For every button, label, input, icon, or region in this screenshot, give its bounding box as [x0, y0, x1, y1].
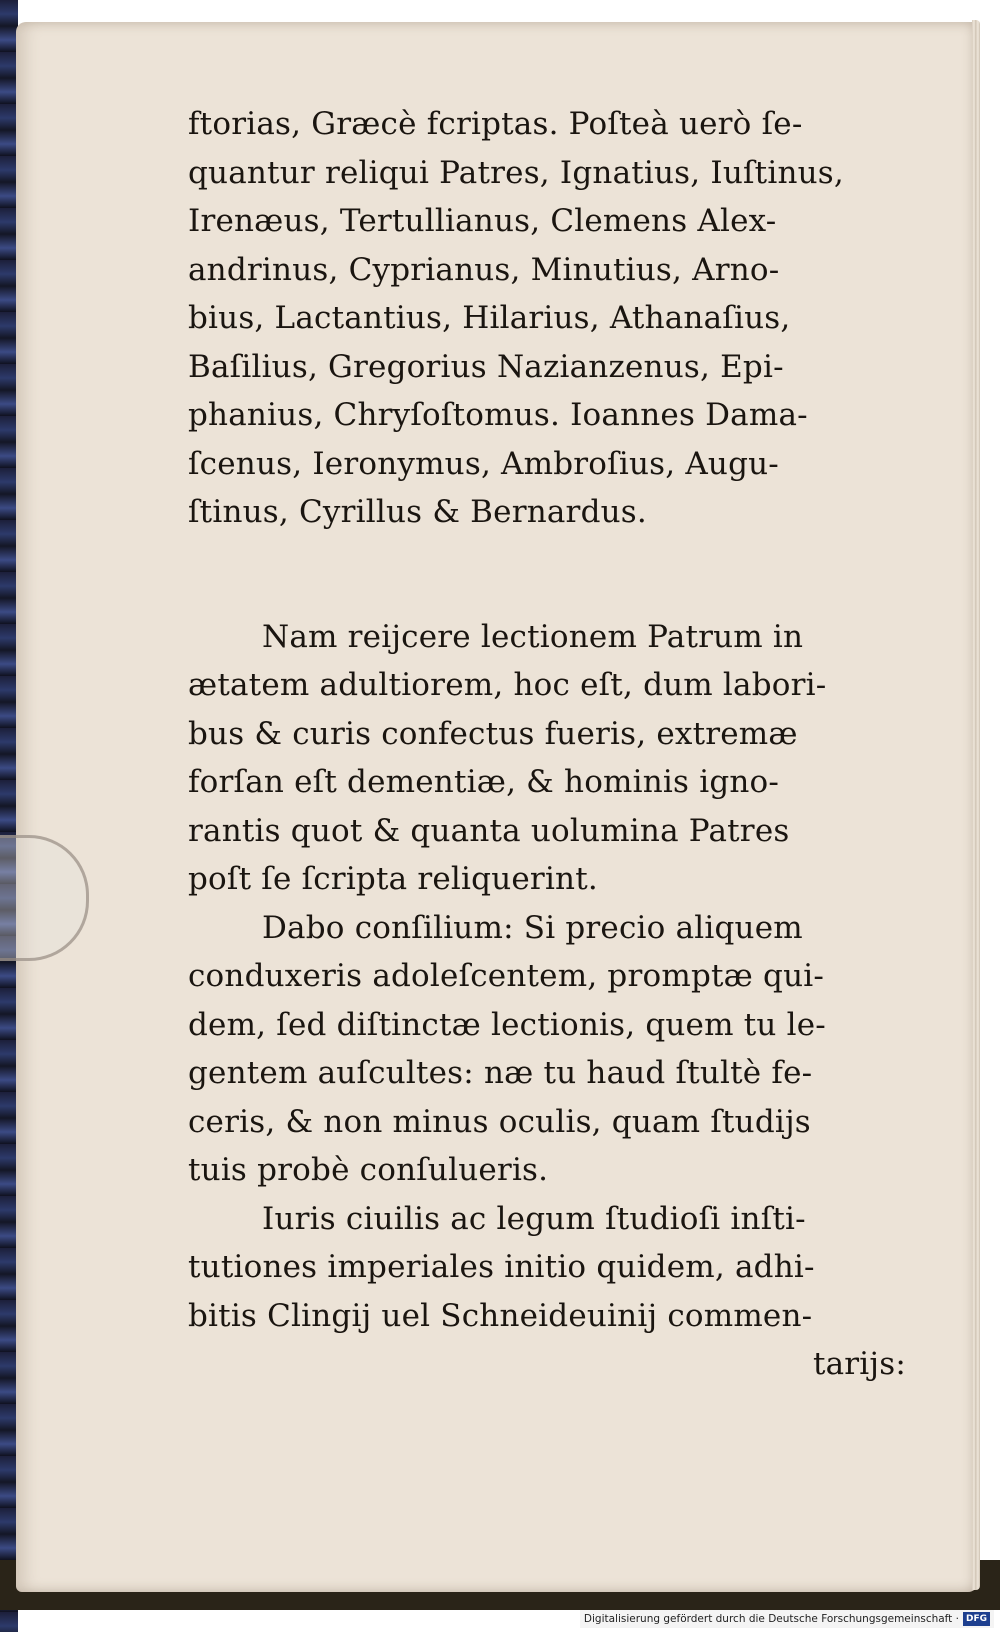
- text-line: gentem auſcultes: næ tu haud ſtultè fe-: [188, 1055, 813, 1091]
- digitization-credit: [580, 1610, 994, 1628]
- text-line: phanius, Chryſoſtomus. Ioannes Dama-: [188, 397, 808, 433]
- text-line: quantur reliqui Patres, Ignatius, Iuſtinus,: [188, 154, 844, 191]
- dfg-logo-icon: DFG: [963, 1612, 990, 1626]
- text-line: forſan eſt dementiæ, & hominis igno-: [188, 764, 780, 800]
- credit-text: Digitalisierung gefördert durch die Deutsche Forschungsgemeinschaft ·: [583, 1613, 959, 1625]
- text-line: ceris, & non minus oculis, quam ſtudijs: [188, 1103, 811, 1140]
- text-line: tuis probè conſulueris.: [188, 1152, 549, 1188]
- text-line: rantis quot & quanta uolumina Patres: [188, 812, 790, 849]
- text-line: bius, Lactantius, Hilarius, Athanaſius,: [188, 300, 791, 336]
- text-line: bitis Clingij uel Schneideuinij commen-: [188, 1297, 813, 1334]
- text-line: dem, ſed diſtinctæ lectionis, quem tu le-: [188, 1006, 826, 1043]
- text-line: poſt ſe ſcripta reliquerint.: [188, 861, 598, 897]
- text-line: Iuris ciuilis ac legum ſtudioſi inſti-: [262, 1200, 806, 1237]
- text-line: ſcenus, Ieronymus, Ambroſius, Augu-: [188, 445, 779, 482]
- text-line: bus & curis confectus fueris, extremæ: [188, 715, 798, 752]
- catchword: tarijs:: [812, 1346, 906, 1382]
- text-line: andrinus, Cyprianus, Minutius, Arno-: [188, 251, 780, 288]
- text-line: Nam reijcere lectionem Patrum in: [262, 618, 804, 655]
- text-line: Irenæus, Tertullianus, Clemens Alex-: [188, 203, 777, 239]
- text-line: tutiones imperiales initio quidem, adhi-: [188, 1249, 815, 1285]
- text-line: ætatem adultiorem, hoc eſt, dum labori-: [188, 667, 827, 703]
- page-text: [188, 100, 928, 1389]
- text-line: ſtinus, Cyrillus & Bernardus.: [188, 494, 647, 530]
- text-line: conduxeris adoleſcentem, promptæ qui-: [188, 958, 825, 994]
- text-line: Baſilius, Gregorius Nazianzenus, Epi-: [188, 348, 784, 385]
- paragraph-gap: [188, 537, 928, 613]
- text-line: ftorias, Græcè fcriptas. Poſteà uerò ſe-: [188, 106, 803, 142]
- page-edges: [972, 20, 980, 1590]
- text-line: Dabo conſilium: Si precio aliquem: [262, 909, 803, 946]
